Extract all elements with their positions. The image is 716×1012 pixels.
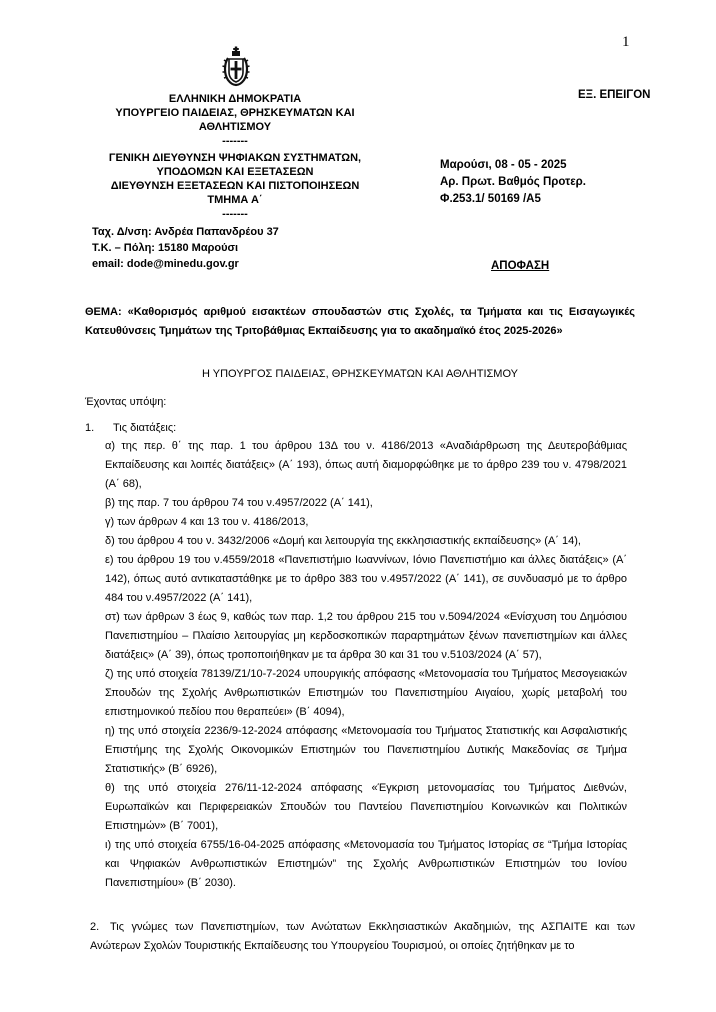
header-line: ΥΠΟΥΡΓΕΙΟ ΠΑΙΔΕΙΑΣ, ΘΡΗΣΚΕΥΜΑΤΩΝ ΚΑΙ [115,107,355,119]
header-line: ΔΙΕΥΘΥΝΣΗ ΕΞΕΤΑΣΕΩΝ ΚΑΙ ΠΙΣΤΟΠΟΙΗΣΕΩΝ [110,180,360,192]
item-title: Τις διατάξεις: [113,422,177,434]
subject-line: ΘΕΜΑ: «Καθορισμός αριθμού εισακτέων σπουδαστών στις Σχολές, τα Τμήματα και τις Εισαγωγικές Κατευθύνσεις Τμημάτων της Τριτοβάθμιας Εκπαίδευσης για το ακαδημαϊκό έτος 2025-2026» [85,306,635,337]
address-block [92,224,279,272]
list-item [90,918,635,956]
sub-item: θ) της υπό στοιχεία 276/11-12-2024 απόφασης «Έγκριση μετονομασίας του Τμήματος Διεθνών, Ευρωπαϊκών και Περιφερειακών Σπουδών του Παντείου Πανεπιστημίου Κοινωνικών και Πολιτικών Επιστημών» (Β΄ 7001), [105,782,627,832]
header-line: ΑΘΛΗΤΙΣΜΟΥ [198,121,272,133]
protocol-number: Φ.253.1/ 50169 /Α5 [440,193,541,205]
header-line: ΥΠΟΔΟΜΩΝ ΚΑΙ ΕΞΕΤΑΣΕΩΝ [156,166,314,178]
date-line: Μαρούσι, 08 - 05 - 2025 [440,159,567,171]
sub-item: δ) του άρθρου 4 του ν. 3432/2006 «Δομή και λειτουργία της εκκλησιαστικής εκπαίδευσης» (Α΄ 14), [105,535,581,547]
sub-item: ι) της υπό στοιχεία 6755/16-04-2025 απόφασης «Μετονομασία του Τμήματος Ιστορίας σε “Τμήμα Ιστορίας και Ψηφιακών Ανθρωπιστικών Επιστημών” της Σχολής Ανθρωπιστικών Επιστημών του Ιονίου Πανεπιστημίου» (Β΄ 2030). [105,839,627,889]
header-line: ΤΜΗΜΑ Α΄ [207,194,263,206]
header-line: ------- [222,208,248,220]
page-number: 1 [622,34,630,50]
header-line: ΓΕΝΙΚΗ ΔΙΕΥΘΥΝΣΗ ΨΗΦΙΑΚΩΝ ΣΥΣΤΗΜΑΤΩΝ, [108,152,362,164]
urgency-label: ΕΞ. ΕΠΕΙΓΟΝ [578,89,651,101]
provisions-list [85,419,635,893]
directorate-header [100,151,370,221]
having-regard: Έχοντας υπόψη: [85,396,167,408]
sub-item: στ) των άρθρων 3 έως 9, καθώς των παρ. 1,2 του άρθρου 215 του ν.5094/2024 «Ενίσχυση του Δημόσιου Πανεπιστημίου – Πλαίσιο λειτουργίας μη κερδοσκοπικών παραρτημάτων ξένων πανεπιστημίων και άλλες διατάξεις» (Α΄ 39), όπως τροποποιήθηκαν με τα άρθρα 30 και 31 του ν.5103/2024 (Α΄ 57), [105,611,627,661]
sub-item: ε) του άρθρου 19 του ν.4559/2018 «Πανεπιστήμιο Ιωαννίνων, Ιόνιο Πανεπιστήμιο και άλλες διατάξεις» (Α΄ 142), όπως αυτό αντικαταστάθηκε με το άρθρο 383 του ν.4957/2022 (Α΄ 141), σε συνδυασμό με το άρθρο 484 του ν.4957/2022 (Α΄ 141), [105,554,627,604]
protocol-label: Αρ. Πρωτ. Βαθμός Προτερ. [440,176,586,188]
address-line: Ταχ. Δ/νση: Ανδρέα Παπανδρέου 37 [92,226,279,238]
sub-item: γ) των άρθρων 4 και 13 του ν. 4186/2013, [105,516,309,528]
list-item [85,419,635,437]
decision-title: ΑΠΟΦΑΣΗ [491,260,550,272]
item-number: 2. [90,921,100,933]
item-number: 1. [85,422,95,434]
sub-item: ζ) της υπό στοιχεία 78139/Ζ1/10-7-2024 υπουργικής απόφασης «Μετονομασία του Τμήματος Μεσογειακών Σπουδών της Σχολής Ανθρωπιστικών Επιστημών του Πανεπιστημίου Αιγαίου, χωρίς μεταβολή του επιστημονικού πεδίου που θεραπεύει» (Β΄ 4094), [105,668,627,718]
minister-title: Η ΥΠΟΥΡΓΟΣ ΠΑΙΔΕΙΑΣ, ΘΡΗΣΚΕΥΜΑΤΩΝ ΚΑΙ ΑΘΛΗΤΙΣΜΟΥ [201,368,519,380]
ministry-header [100,92,370,148]
sub-item: β) της παρ. 7 του άρθρου 74 του ν.4957/2022 (Α΄ 141), [105,497,373,509]
header-line: ΕΛΛΗΝΙΚΗ ΔΗΜΟΚΡΑΤΙΑ [168,93,302,105]
hellenic-republic-coat-of-arms-icon [218,44,254,88]
address-line: Τ.Κ. – Πόλη: 15180 Μαρούσι [92,242,239,254]
item-text: Τις γνώμες των Πανεπιστημίων, των Ανώτατων Εκκλησιαστικών Ακαδημιών, της ΑΣΠΑΙΤΕ και των Ανώτερων Σχολών Τουριστικής Εκπαίδευσης του Υπουργείου Τουρισμού, οι οποίες ζητήθηκαν με το [90,921,635,952]
sub-item: η) της υπό στοιχεία 2236/9-12-2024 απόφασης «Μετονομασία του Τμήματος Στατιστικής και Ασφαλιστικής Επιστήμης της Σχολής Οικονομικών Επιστημών του Πανεπιστημίου Δυτικής Μακεδονίας σε Τμήμα Στατιστικής» (Β΄ 6926), [105,725,627,775]
date-protocol-block [440,157,586,208]
email-line: email: dode@minedu.gov.gr [92,258,239,270]
sub-item: α) της περ. θ΄ της παρ. 1 του άρθρου 13Δ του ν. 4186/2013 «Αναδιάρθρωση της Δευτεροβάθμιας Εκπαίδευσης και λοιπές διατάξεις» (Α΄ 193), όπως αυτή διαμορφώθηκε με το άρθρο 239 του ν. 4798/2021 (Α΄ 68), [105,440,627,490]
header-line: ------- [222,135,248,147]
